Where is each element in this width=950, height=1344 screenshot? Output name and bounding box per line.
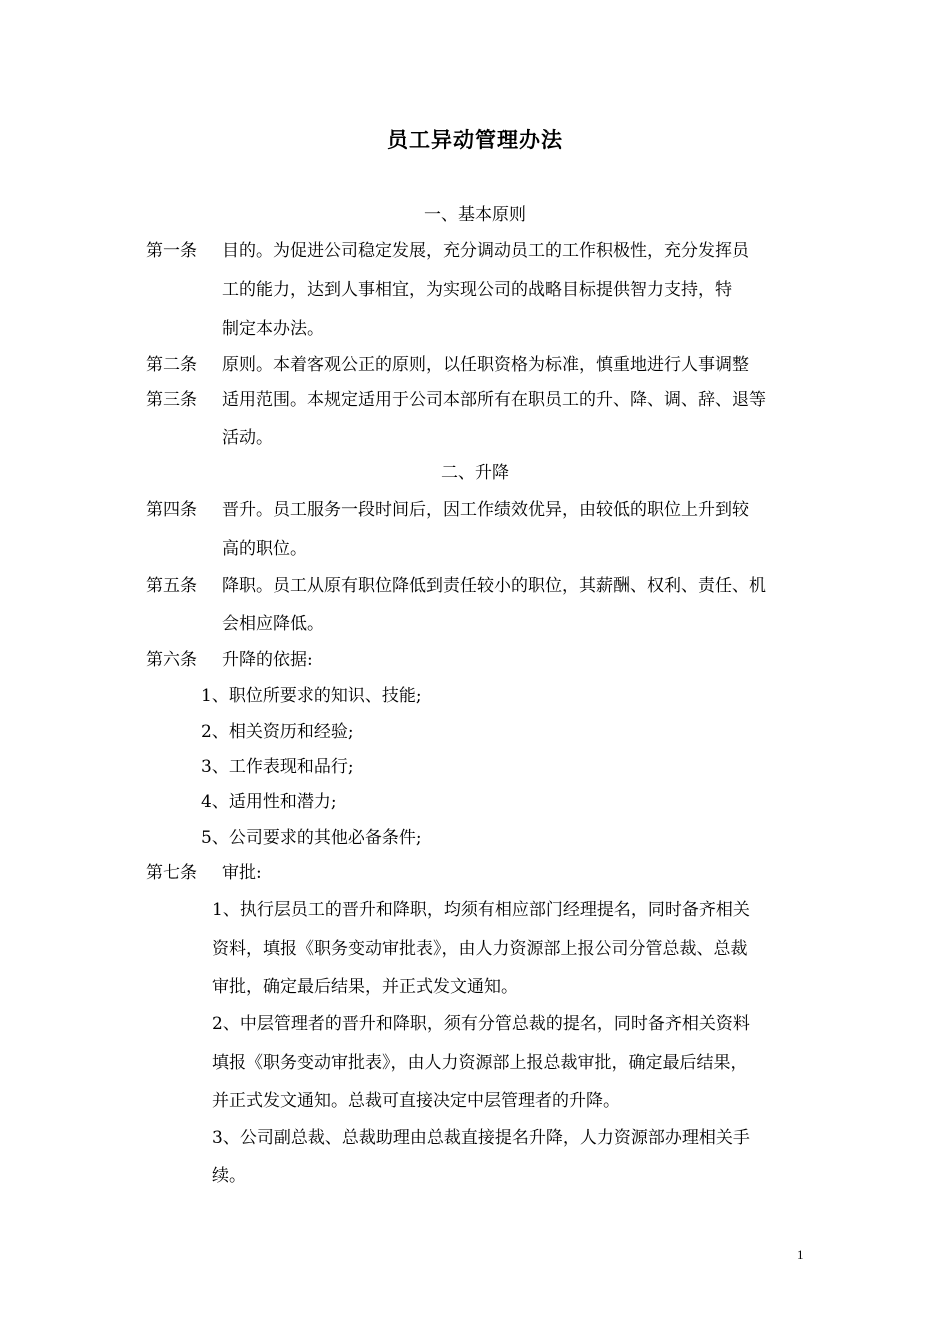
article-text-line: 适用范围。本规定适用于公司本部所有在职员工的升、降、调、辞、退等 [222, 390, 766, 410]
article-text-line: 升降的依据: [222, 650, 313, 670]
list-item: 3、公司副总裁、总裁助理由总裁直接提名升降，人力资源部办理相关手 [212, 1128, 750, 1148]
article-text-line: 活动。 [222, 428, 273, 448]
article-label: 第一条 [146, 241, 197, 261]
article-text-line: 会相应降低。 [222, 614, 324, 634]
article-text-line: 降职。员工从原有职位降低到责任较小的职位，其薪酬、权利、责任、机 [222, 576, 766, 596]
list-item: 1、职位所要求的知识、技能; [201, 686, 422, 706]
list-item: 1、执行层员工的晋升和降职，均须有相应部门经理提名，同时备齐相关 [212, 900, 750, 920]
section-heading-basic-principles: 一、基本原则 [424, 205, 526, 225]
document-title: 员工异动管理办法 [387, 128, 563, 152]
list-item: 2、中层管理者的晋升和降职，须有分管总裁的提名，同时备齐相关资料 [212, 1014, 750, 1034]
list-item: 续。 [212, 1166, 246, 1186]
article-label: 第六条 [146, 650, 197, 670]
article-label: 第三条 [146, 390, 197, 410]
page-number: 1 [797, 1247, 804, 1262]
article-text-line: 高的职位。 [222, 539, 307, 559]
article-label: 第七条 [146, 863, 197, 883]
article-label: 第五条 [146, 576, 197, 596]
list-item: 2、相关资历和经验; [201, 722, 354, 742]
article-text-line: 目的。为促进公司稳定发展，充分调动员工的工作积极性，充分发挥员 [222, 241, 749, 261]
article-text-line: 制定本办法。 [222, 319, 324, 339]
article-label: 第二条 [146, 355, 197, 375]
article-text-line: 原则。本着客观公正的原则，以任职资格为标准，慎重地进行人事调整 [222, 355, 749, 375]
list-item: 5、公司要求的其他必备条件; [201, 828, 422, 848]
article-label: 第四条 [146, 500, 197, 520]
list-item: 4、适用性和潜力; [201, 792, 337, 812]
article-text-line: 审批: [222, 863, 262, 883]
list-item: 3、工作表现和品行; [201, 757, 354, 777]
list-item: 填报《职务变动审批表》，由人力资源部上报总裁审批，确定最后结果， [212, 1053, 748, 1073]
list-item: 审批，确定最后结果，并正式发文通知。 [212, 977, 518, 997]
article-text-line: 工的能力，达到人事相宜，为实现公司的战略目标提供智力支持，特 [222, 280, 732, 300]
article-text-line: 晋升。员工服务一段时间后，因工作绩效优异，由较低的职位上升到较 [222, 500, 749, 520]
list-item: 资料，填报《职务变动审批表》，由人力资源部上报公司分管总裁、总裁 [212, 939, 748, 959]
section-heading-promotion-demotion: 二、升降 [441, 463, 509, 483]
list-item: 并正式发文通知。总裁可直接决定中层管理者的升降。 [212, 1091, 620, 1111]
